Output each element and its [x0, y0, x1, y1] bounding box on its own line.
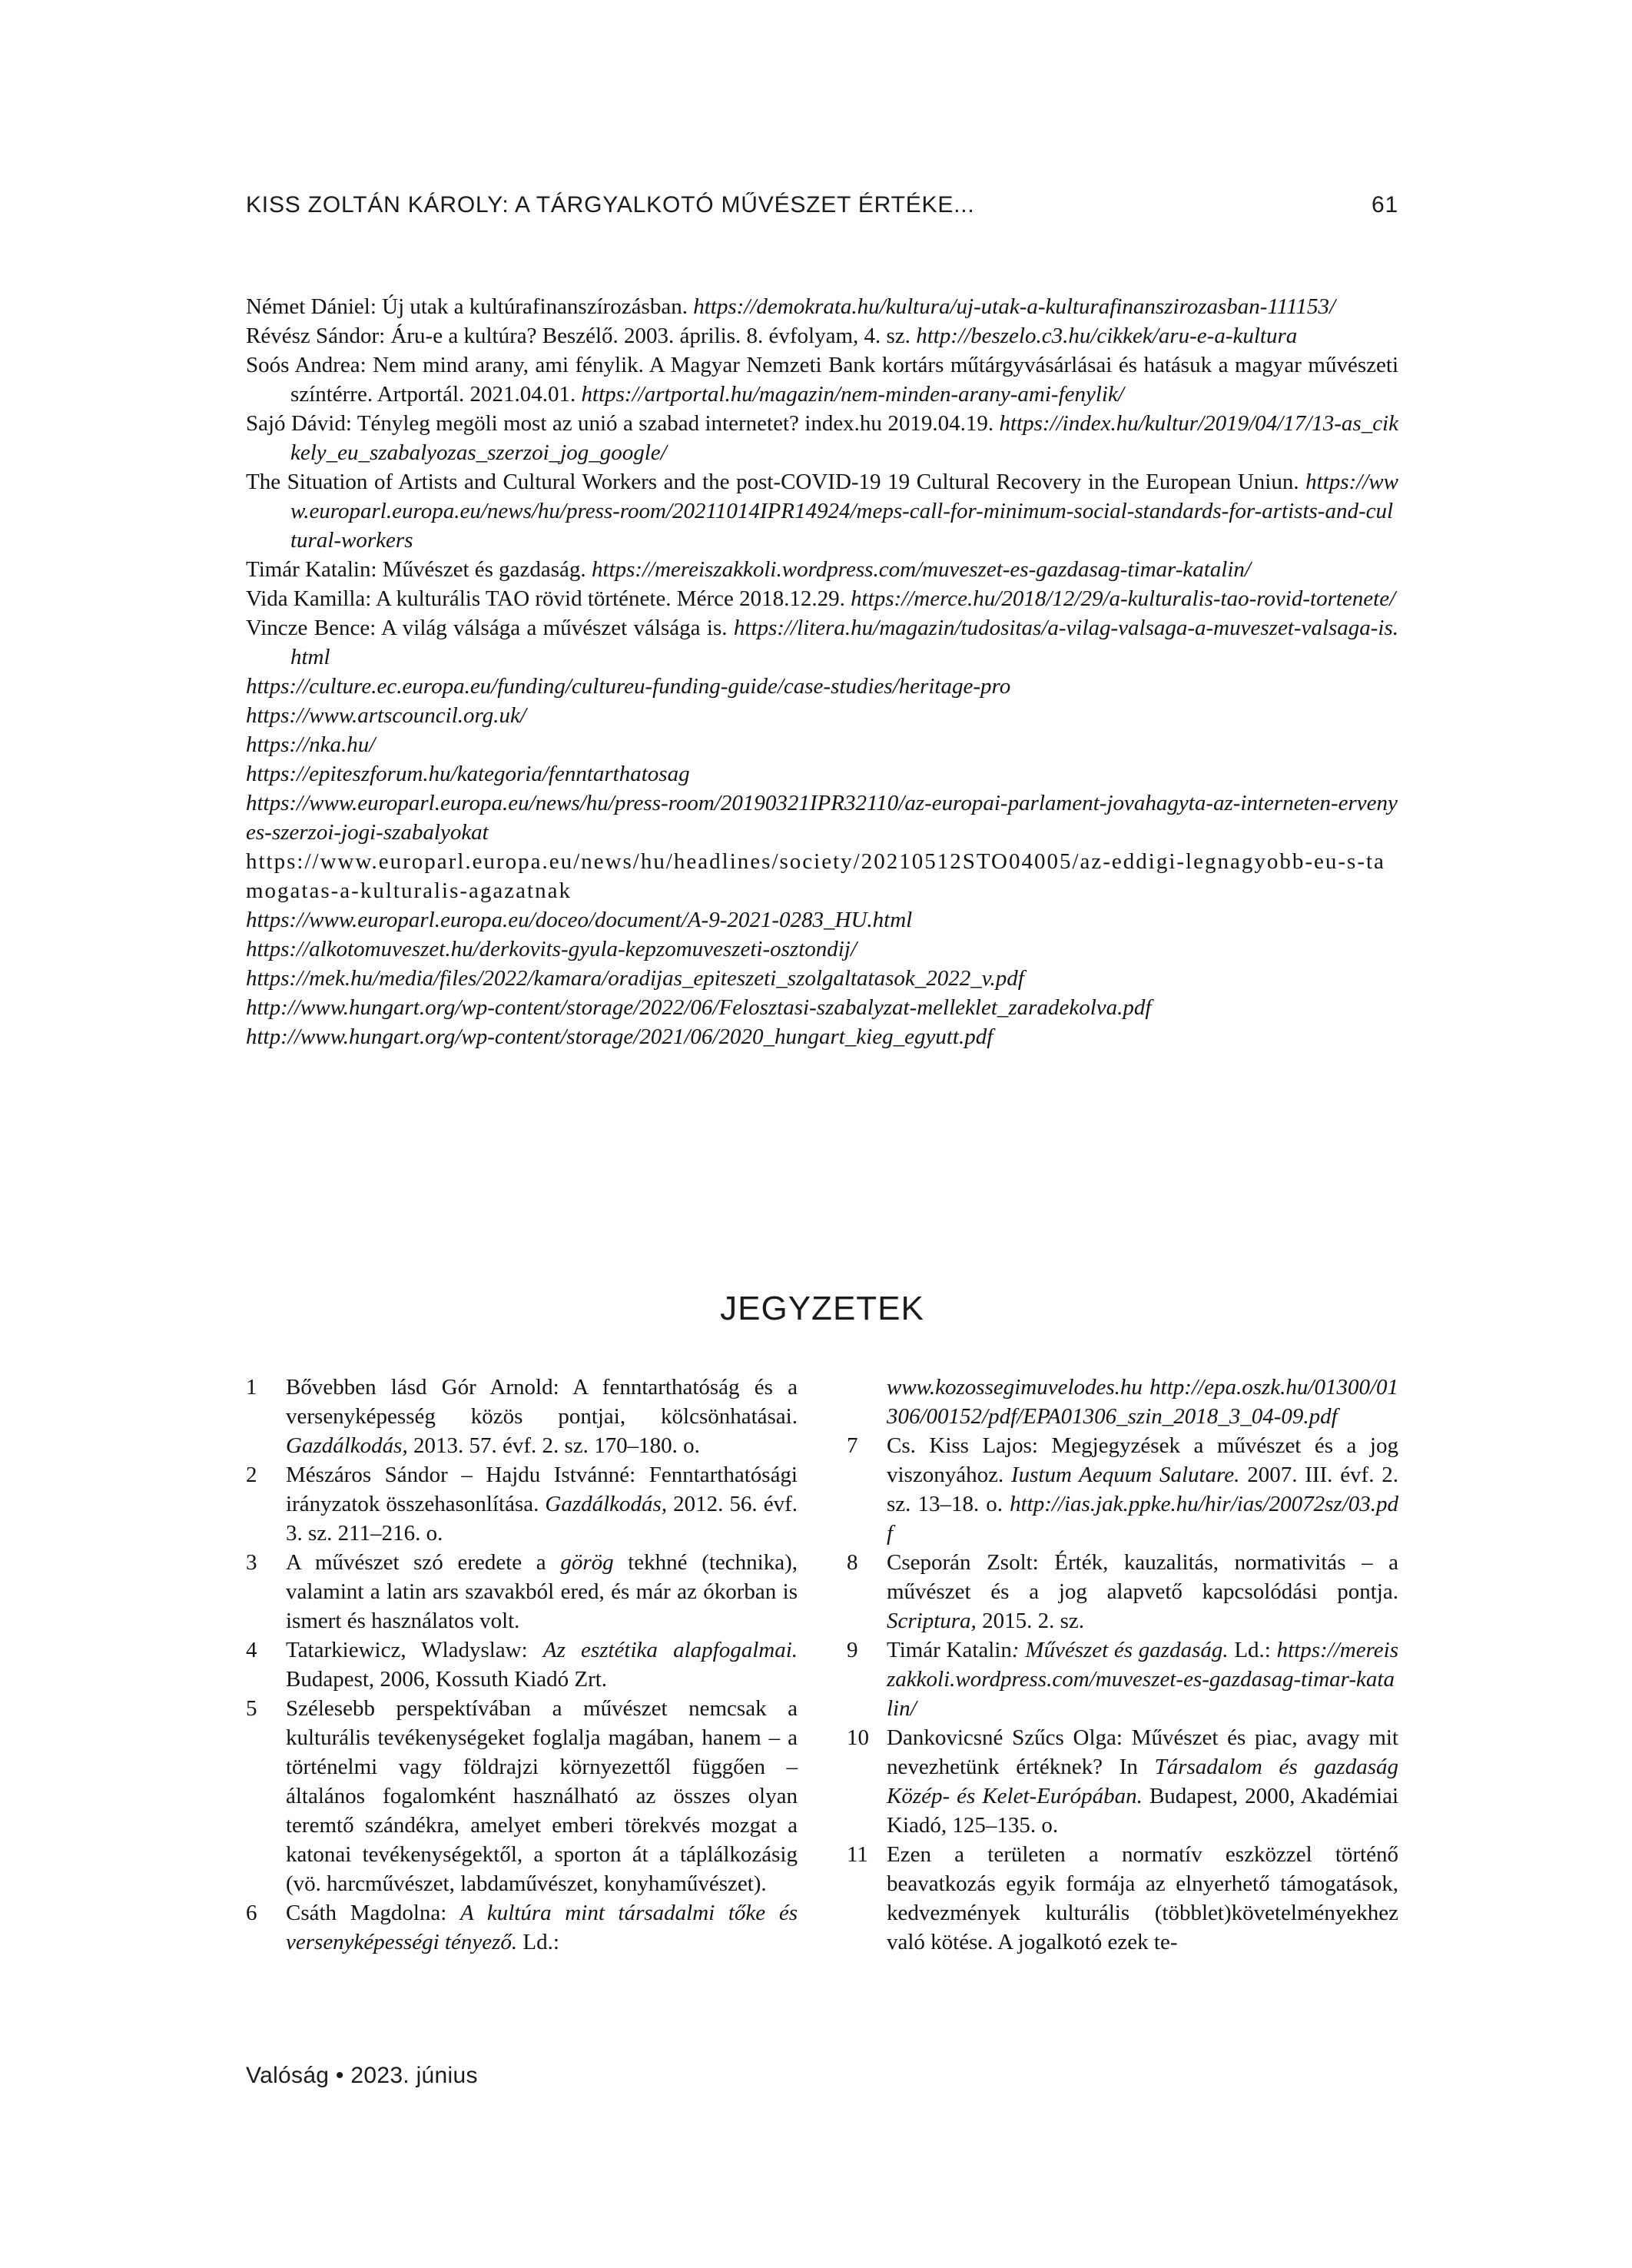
text-segment: 2012. 56. évf. 3. sz. 211–216. o.	[286, 1492, 798, 1546]
note-item-11	[847, 1840, 1398, 1957]
note-number: 1	[246, 1375, 257, 1400]
note-number: 7	[847, 1433, 858, 1458]
text-segment: Iustum Aequum Salutare.	[1010, 1463, 1240, 1487]
bib-entry	[246, 905, 1398, 935]
text-segment: Dankovicsné Szűcs Olga: Művészet és piac, avagy mit nevezhetünk értéknek? In	[887, 1725, 1398, 1779]
bib-entry	[246, 555, 1398, 584]
url-text: https://demokrata.hu/kultura/uj-utak-a-kulturafinanszirozasban-111153/	[693, 294, 1336, 319]
note-number: 4	[246, 1638, 257, 1662]
note-item-continuation	[847, 1373, 1398, 1431]
note-number: 11	[847, 1842, 868, 1867]
text-segment: Gazdálkodás,	[545, 1492, 668, 1516]
text-segment: Soós Andrea: Nem mind arany, ami fénylik. A Magyar Nemzeti Bank kortárs műtárgyvásárlásai és hatásuk a magyar művészeti színtérre. Artportál. 2021.04.01.	[246, 353, 1398, 407]
notes-section	[246, 1373, 1398, 1957]
url-text: https://merce.hu/2018/12/29/a-kulturalis-tao-rovid-tortenete/	[851, 586, 1396, 611]
bib-entry	[246, 409, 1398, 467]
note-item-8	[847, 1548, 1398, 1635]
bib-entry	[246, 993, 1398, 1022]
note-item-7	[847, 1431, 1398, 1548]
bib-entry	[246, 467, 1398, 555]
text-segment: Scriptura,	[887, 1609, 977, 1633]
notes-heading: JEGYZETEK	[720, 1290, 924, 1327]
url-text: https://www.europarl.europa.eu/doceo/document/A-9-2021-0283_HU.html	[246, 908, 913, 932]
url-text: http://www.hungart.org/wp-content/storage/2022/06/Felosztasi-szabalyzat-melleklet_zaradekolva.pdf	[246, 995, 1152, 1020]
text-segment: Ezen a területen a normatív eszközzel történő beavatkozás egyik formája az elnyerhető támogatások, kedvezmények kulturális (többlet)követelményekhez való kötése. A jogalkotó ezek te-	[887, 1842, 1398, 1954]
note-item-10	[847, 1723, 1398, 1840]
text-segment: Ld.:	[517, 1930, 559, 1954]
text-segment: 2015. 2. sz.	[976, 1609, 1084, 1633]
note-item-4	[246, 1635, 798, 1694]
note-number: 10	[847, 1725, 869, 1750]
text-segment: 2013. 57. évf. 2. sz. 170–180. o.	[407, 1433, 700, 1458]
text-segment: Csáth Magdolna:	[286, 1901, 461, 1925]
text-segment: Sajó Dávid: Tényleg megöli most az unió a szabad internetet? index.hu 2019.04.19.	[246, 411, 1000, 436]
note-item-9	[847, 1635, 1398, 1723]
text-segment: Társadalom és gazdaság Közép- és Kelet-Európában.	[887, 1755, 1399, 1808]
url-text: http://ias.jak.ppke.hu/hir/ias/20072sz/03.pdf	[887, 1492, 1398, 1546]
bib-entry	[246, 1022, 1398, 1051]
note-number: 6	[246, 1901, 257, 1925]
running-title: KISS ZOLTÁN KÁROLY: A TÁRGYALKOTÓ MŰVÉSZET ÉRTÉKE...	[246, 192, 975, 218]
notes-column-right	[847, 1373, 1398, 1957]
bib-entry	[246, 292, 1398, 321]
url-text: https://mereiszakkoli.wordpress.com/muveszet-es-gazdasag-timar-katalin/	[591, 557, 1251, 582]
text-segment: A művészet szó eredete a	[286, 1550, 561, 1575]
bib-entry	[246, 701, 1398, 730]
text-segment: Vincze Bence: A világ válsága a művészet válsága is.	[246, 616, 734, 640]
page-number: 61	[1372, 192, 1398, 218]
text-segment: tekhné (technika), valamint a latin ars szavakból ered, és már az ókorban is ismert és használatos volt.	[286, 1550, 798, 1633]
text-segment: Budapest, 2000, Akadémiai Kiadó, 125–135. o.	[887, 1784, 1399, 1838]
url-text: https://nka.hu/	[246, 732, 376, 757]
text-segment: Révész Sándor: Áru-e a kultúra? Beszélő. 2003. április. 8. évfolyam, 4. sz.	[246, 324, 917, 348]
bib-entry	[246, 584, 1398, 613]
note-item-5	[246, 1694, 798, 1898]
url-text: https://artportal.hu/magazin/nem-minden-arany-ami-fenylik/	[581, 382, 1124, 407]
text-segment: Cs. Kiss Lajos: Megjegyzések a művészet és a jog viszonyához.	[887, 1433, 1398, 1487]
text-segment: Tatarkiewicz, Wladyslaw:	[286, 1638, 543, 1662]
text-segment: Vida Kamilla: A kulturális TAO rövid története. Mérce 2018.12.29.	[246, 586, 851, 611]
text-segment: Gazdálkodás,	[286, 1433, 408, 1458]
url-text: https://www.europarl.europa.eu/news/hu/press-room/20211014IPR14924/meps-call-for-minimum-social-standards-for-artists-and-cultural-workers	[290, 470, 1398, 553]
note-number: 2	[246, 1463, 257, 1487]
text-segment: A kultúra mint társadalmi tőke és versenyképességi tényező.	[286, 1901, 798, 1954]
bib-entry	[246, 789, 1398, 847]
text-segment: Bővebben lásd Gór Arnold: A fenntarthatóság és a versenyképesség közös pontjai, kölcsönhatásai.	[286, 1375, 798, 1429]
running-header	[246, 192, 1398, 218]
note-item-6	[246, 1898, 798, 1957]
text-segment: Timár Katalin: Művészet és gazdaság.	[246, 557, 592, 582]
footer-journal-line: Valóság • 2023. június	[246, 2063, 478, 2088]
notes-column-left	[246, 1373, 798, 1957]
text-segment: Budapest, 2006, Kossuth Kiadó Zrt.	[286, 1667, 608, 1692]
bib-entry	[246, 730, 1398, 759]
bib-entry	[246, 350, 1398, 409]
url-text: https://www.europarl.europa.eu/news/hu/headlines/society/20210512STO04005/az-eddigi-legnagyobb-eu-s-tamogatas-a-kulturalis-agazatnak	[246, 849, 1385, 903]
text-segment: : Művészet és gazdaság.	[1011, 1638, 1229, 1662]
text-segment: Cseporán Zsolt: Érték, kauzalitás, normativitás – a művészet és a jog alapvető kapcsolódási pontja.	[887, 1550, 1398, 1604]
bib-entry	[246, 759, 1398, 789]
text-segment: Ld.:	[1228, 1638, 1277, 1662]
url-text: http://beszelo.c3.hu/cikkek/aru-e-a-kultura	[916, 324, 1298, 348]
note-item-3	[246, 1548, 798, 1635]
bib-entry	[246, 964, 1398, 993]
bib-entry	[246, 935, 1398, 964]
bib-entry	[246, 613, 1398, 672]
note-number: 3	[246, 1550, 257, 1575]
url-text: https://www.artscouncil.org.uk/	[246, 703, 526, 728]
text-segment: Timár Katalin	[887, 1638, 1012, 1662]
text-segment: The Situation of Artists and Cultural Workers and the post-COVID-19 19 Cultural Recovery in the European Uniun.	[246, 470, 1306, 494]
url-text: www.kozossegimuvelodes.hu http://epa.oszk.hu/01300/01306/00152/pdf/EPA01306_szin_2018_3_04-09.pdf	[887, 1375, 1398, 1429]
note-item-1	[246, 1373, 798, 1460]
text-segment: 2007. III. évf. 2. sz. 13–18. o.	[887, 1463, 1398, 1516]
bibliography	[246, 292, 1398, 1051]
url-text: https://index.hu/kultur/2019/04/17/13-as_cikkely_eu_szabalyozas_szerzoi_jog_google/	[290, 411, 1398, 465]
note-number: 8	[847, 1550, 858, 1575]
url-text: https://litera.hu/magazin/tudositas/a-vilag-valsaga-a-muveszet-valsaga-is.html	[290, 616, 1398, 669]
text-segment: görög	[560, 1550, 614, 1575]
bib-entry	[246, 847, 1398, 905]
url-text: https://culture.ec.europa.eu/funding/cultureu-funding-guide/case-studies/heritage-pro	[246, 674, 1011, 699]
note-item-2	[246, 1460, 798, 1548]
text-segment: Német Dániel: Új utak a kultúrafinanszírozásban.	[246, 294, 694, 319]
note-number: 9	[847, 1638, 858, 1662]
url-text: https://epiteszforum.hu/kategoria/fenntarthatosag	[246, 762, 690, 786]
bib-entry	[246, 672, 1398, 701]
url-text: https://mek.hu/media/files/2022/kamara/oradijas_epiteszeti_szolgaltatasok_2022_v.pdf	[246, 966, 1024, 991]
url-text: https://alkotomuveszet.hu/derkovits-gyula-kepzomuveszeti-osztondij/	[246, 937, 857, 961]
bib-entry	[246, 321, 1398, 350]
text-segment: Mészáros Sándor – Hajdu Istvánné: Fenntarthatósági irányzatok összehasonlítása.	[286, 1463, 798, 1516]
note-number: 5	[246, 1696, 257, 1721]
text-segment: Szélesebb perspektívában a művészet nemcsak a kulturális tevékenységeket foglalja magában, hanem – a történelmi vagy földrajzi környezettől függően – általános fogalomként használható az összes olyan teremtő szándékra, amelyet emberi törekvés mozgat a katonai tevékenységektől, a sporton át a táplálkozásig (vö. harcművészet, labdaművészet, konyhaművészet).	[286, 1696, 798, 1896]
text-segment: Az esztétika alapfogalmai.	[542, 1638, 798, 1662]
url-text: https://mereiszakkoli.wordpress.com/muveszet-es-gazdasag-timar-katalin/	[887, 1638, 1398, 1721]
url-text: https://www.europarl.europa.eu/news/hu/press-room/20190321IPR32110/az-europai-parlament-jovahagyta-az-interneten-ervenyes-szerzoi-jogi-szabalyokat	[246, 791, 1398, 845]
url-text: http://www.hungart.org/wp-content/storage/2021/06/2020_hungart_kieg_egyutt.pdf	[246, 1024, 993, 1049]
